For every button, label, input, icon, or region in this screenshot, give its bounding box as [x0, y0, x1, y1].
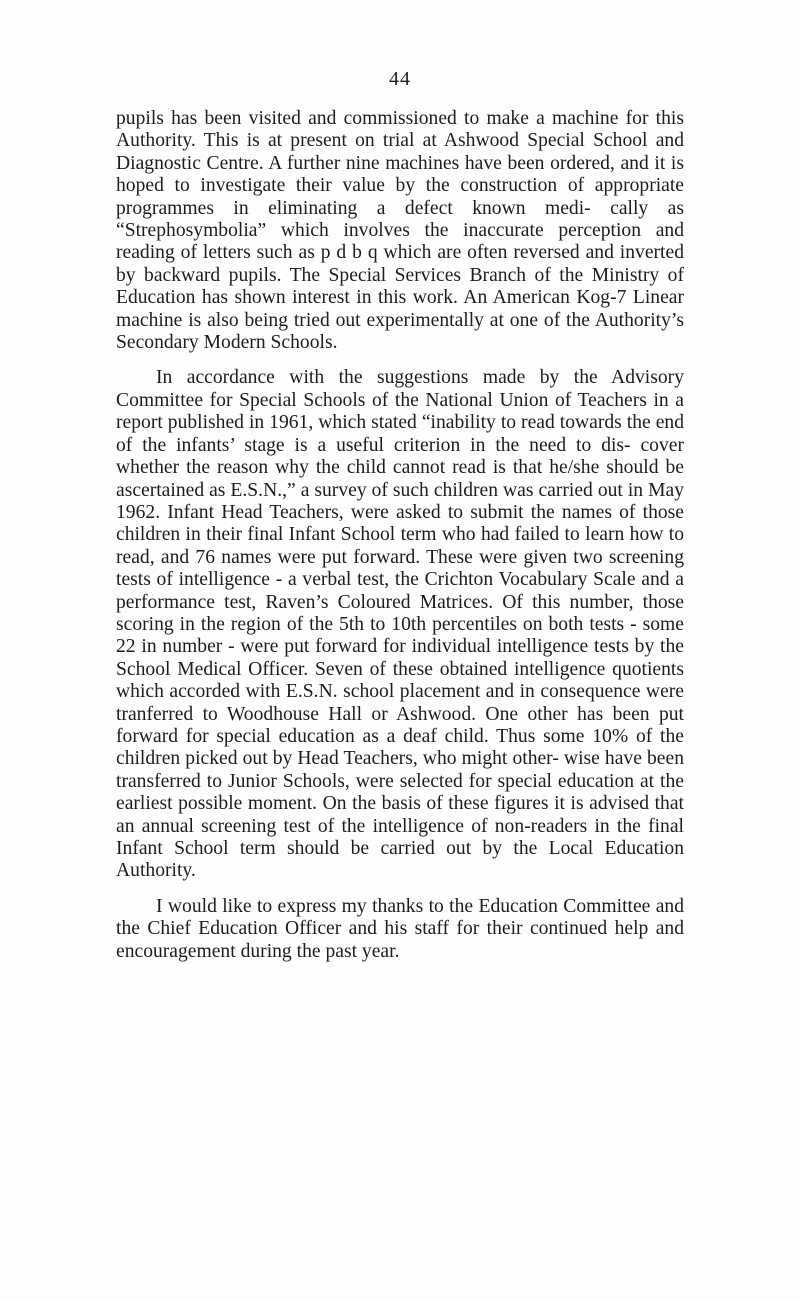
paragraph-1: pupils has been visited and commissioned to make a machine for this Authority. This is at present on trial at Ashwood Special School and Diagnostic Centre. A further nine machines have been ordered, and it is hoped to investigate their value by the construction of appropriate programmes in eliminating a defect known medi- cally as “Strephosymbolia” which involves the inaccurate perception and reading of letters such as p d b q which are often reversed and inverted by backward pupils. The Special Services Branch of the Ministry of Education has shown interest in this work. An American Kog-7 Linear machine is also being tried out experimentally at one of the Authority’s Secondary Modern Schools. [116, 108, 684, 354]
paragraph-2: In accordance with the suggestions made by the Advisory Committee for Special Schools of the National Union of Teachers in a report published in 1961, which stated “inability to read towards the end of the infants’ stage is a useful criterion in the need to dis- cover whether the reason why the child cannot read is that he/she should be ascertained as E.S.N.,” a survey of such children was carried out in May 1962. Infant Head Teachers, were asked to submit the names of those children in their final Infant School term who had failed to learn how to read, and 76 names were put forward. These were given two screening tests of intelligence - a verbal test, the Crichton Vocabulary Scale and a performance test, Raven’s Coloured Matrices. Of this number, those scoring in the region of the 5th to 10th percentiles on both tests - some 22 in number - were put forward for individual intelligence tests by the School Medical Officer. Seven of these obtained intelligence quotients which accorded with E.S.N. school placement and in consequence were tranferred to Woodhouse Hall or Ashwood. One other has been put forward for special education as a deaf child. Thus some 10% of the children picked out by Head Teachers, who might other- wise have been transferred to Junior Schools, were selected for special education at the earliest possible moment. On the basis of these figures it is advised that an annual screening test of the intelligence of non-readers in the final Infant School term should be carried out by the Local Education Authority. [116, 367, 684, 882]
document-body [116, 108, 684, 976]
paragraph-3: I would like to express my thanks to the Education Committee and the Chief Education Officer and his staff for their continued help and encouragement during the past year. [116, 895, 684, 962]
page-number: 44 [389, 68, 411, 90]
